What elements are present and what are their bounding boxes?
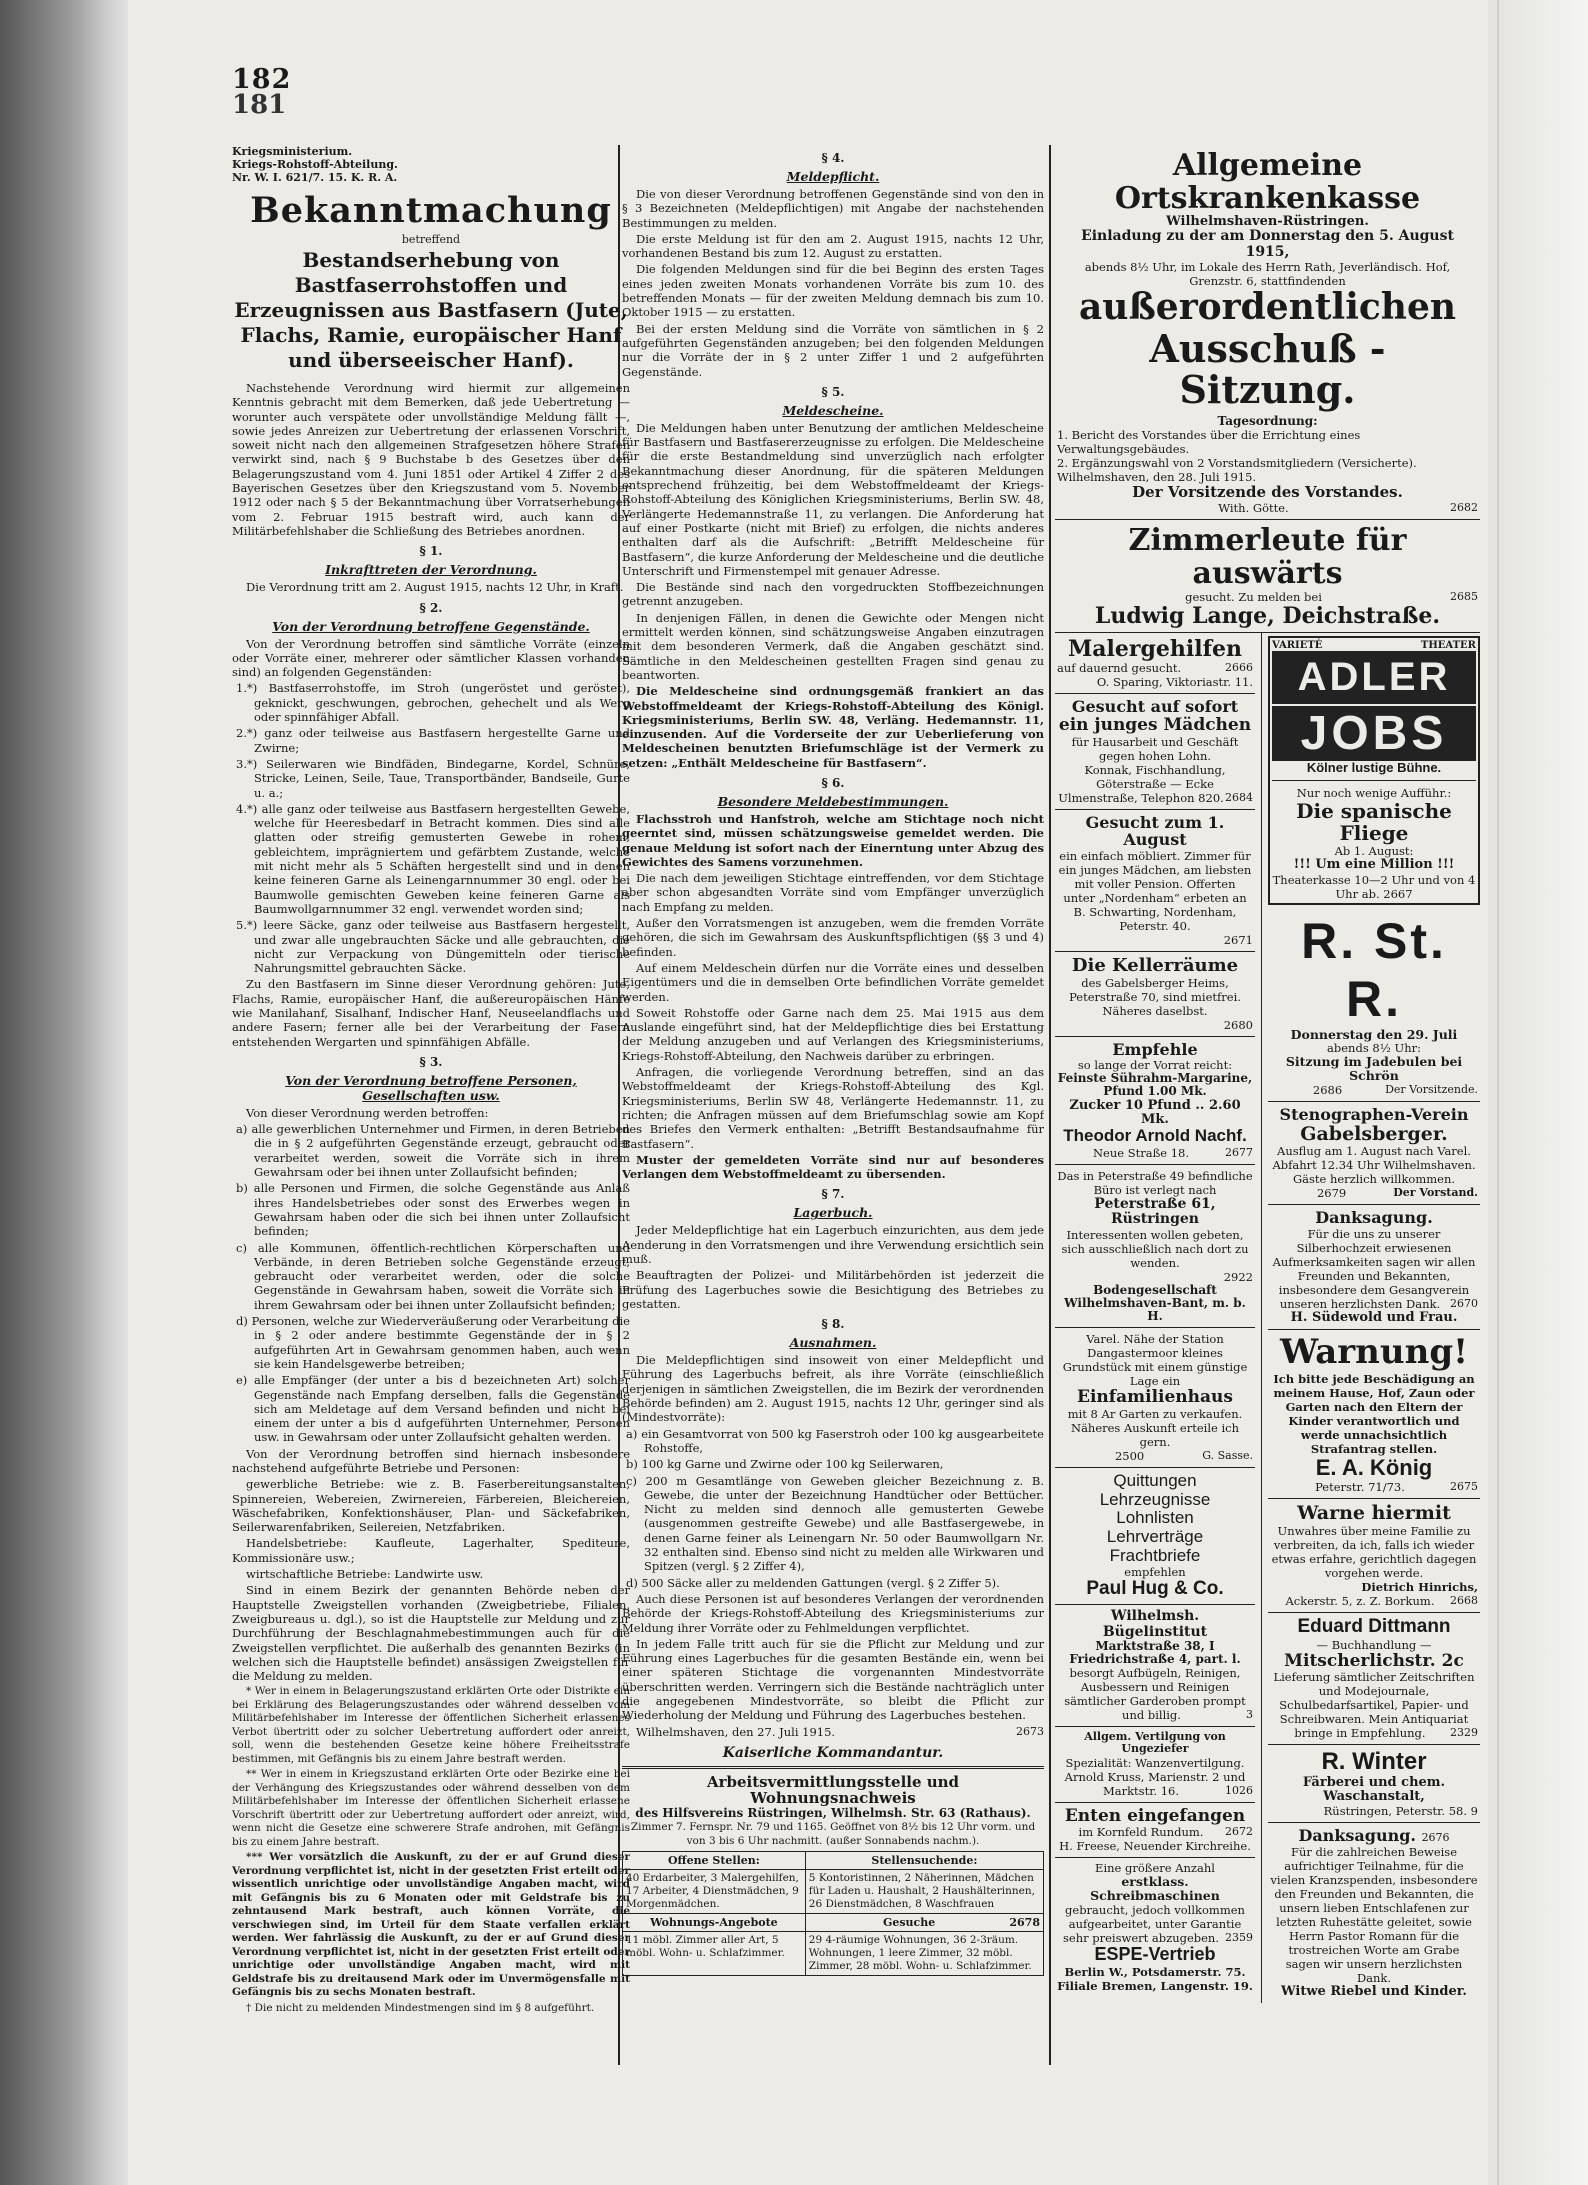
- ads-split: [1055, 633, 1480, 2003]
- section-3-text-3: Sind in einem Bezirk der genannten Behörde neben der Hauptstelle Zweigstellen vorhanden (Zweigbetriebe, Filialen, Zweigbureaus u. dgl.), so ist die Hauptstelle zur Meldung und zur Durchführung der Beschlagnahmebestimmungen auch für die Zweigstellen verpflichtet. Die außerhalb des genannten Bezirks (in welchen sich die Hauptstelle befindet) ansässigen Zweigstellen für die Meldung zu melden.: [232, 1583, 630, 1684]
- adler-jobs: JOBS: [1272, 706, 1476, 761]
- ad-adler-theater: [1268, 636, 1480, 905]
- ad-kel-text: des Gabelsberger Heims, Peterstraße 70, sind mietfrei. Näheres daselbst.: [1069, 975, 1241, 1018]
- ad-zim-text: [1057, 590, 1478, 604]
- section-2-text-2: Zu den Bastfasern im Sinne dieser Verordnung gehören: Jute, Flachs, Ramie, europäischer Hanf, die außereuropäischen Hänfe wie Manilahanf, Sisalhanf, Indischer Hanf, Neuseelandflachs und andere Fasern; ferner alle bei der Verarbeitung der Fasern entstehenden Wergarten und spinnfähigen Abfälle.: [232, 977, 630, 1049]
- warn-addr: [1270, 1480, 1478, 1494]
- section-8-p3: In jedem Falle tritt auch für sie die Pflicht zur Meldung und zur Führung eines Lagerbuches für die gesamten Bestände ein, wenn bei einer späteren Stichtage die vorgenannten Mindestvorräte überschritten werden. Verringern sich die Bestände nachträglich unter die angegebenen Mindestvorräte, so bleibt die Pflicht zur Wiederholung der Meldung und Führung des Lagerbuches bestehen.: [622, 1636, 1044, 1723]
- ad-ok-big-1: außerordentlichen: [1078, 286, 1457, 329]
- ad-print-emp: empfehlen: [1124, 1565, 1186, 1580]
- column-3: [1055, 145, 1480, 2075]
- ad-ein-name: G. Sasse.: [1202, 1448, 1253, 1462]
- ad-mal-text-content: auf dauernd gesucht.: [1057, 661, 1182, 676]
- ad-danksagung-2: [1268, 1823, 1480, 2003]
- warn-name: E. A. König: [1315, 1454, 1433, 1480]
- ad-bug-ref: 3: [1246, 1708, 1253, 1722]
- ad-zimmerleute: [1055, 520, 1480, 633]
- ad-bug-text: [1057, 1666, 1253, 1722]
- ad-maler: [1055, 633, 1255, 694]
- ad-enten: [1055, 1803, 1255, 1859]
- ad-zim-text-content: gesucht. Zu melden bei: [1185, 589, 1322, 604]
- ad-zim-ref: 2685: [1450, 589, 1478, 603]
- section-2-text: Von der Verordnung betroffen sind sämtliche Vorräte (einzeln oder Vorräte einer, mehrerer oder sämtlicher Klassen vorhanden sind) an folgenden Gegenständen:: [232, 636, 630, 680]
- page-edge: [1488, 0, 1588, 2185]
- section-2-item: 5.*) leere Säcke, ganz oder teilweise aus Bastfasern hergestellt, und zwar alle ungebrauchten Säcke und alle gebrauchten, die nicht zur Verpackung von Düngemitteln oder tierische Nahrungsmittel gebrauchten Säcke.: [236, 918, 630, 976]
- housing-offers-cell: 11 möbl. Zimmer aller Art, 5 möbl. Wohn- u. Schlafzimmer.: [623, 1931, 806, 1975]
- housing-header-requests: [805, 1913, 1043, 1931]
- column-rule-2: [1049, 145, 1051, 2065]
- dit-text: [1270, 1670, 1478, 1740]
- jobs-table: [622, 1851, 1044, 1976]
- ad-ok-date: Wilhelmshaven, den 28. Juli 1915.: [1057, 470, 1257, 485]
- adler-from: Ab 1. August:: [1334, 844, 1414, 859]
- ad-ok-signature: Der Vorsitzende des Vorstandes.: [1132, 483, 1403, 502]
- footnote-4: † Die nicht zu meldenden Mindestmengen sind im § 8 aufgeführt.: [246, 2001, 595, 2014]
- announcement-subject: Bestandserhebung von Bastfaserrohstoffen und Erzeugnissen aus Bastfasern (Jute, Flachs, Ramie, europäischer Hanf und überseeischer Hanf).: [234, 248, 628, 372]
- section-3-item: b) alle Personen und Firmen, die solche Gegenstände aus Anlaß ihres Handelsbetriebes oder sonst des Erwerbes wegen in Gewahrsam haben oder die sich bei ihnen unter Zollaufsicht befinden;: [236, 1181, 630, 1239]
- section-5-p2: Die Bestände sind nach den vorgedruckten Stoffbezeichnungen getrennt anzugeben.: [622, 580, 1044, 609]
- dank2-text: Für die zahlreichen Beweise aufrichtiger Teilnahme, für die vielen Kranzspenden, insbesondere den Freunden und Bekannten, die unsern lieben Entschlafenen zur letzten Ruhestätte geleitet, sowie Herrn Pastor Romann für die trostreichen Worte am Grabe sagen wir unsern herzlichsten Dank.: [1270, 1844, 1478, 1985]
- dit-text-content: Lieferung sämtlicher Zeitschriften und Modejournale, Schulbedarfsartikel, Papier- und Schreibwaren. Mein Antiquariat bringe in Empfehlung.: [1273, 1670, 1475, 1741]
- section-5-number: § 5.: [821, 384, 845, 399]
- dit-ref: 2329: [1450, 1726, 1478, 1740]
- ad-ein-title: Einfamilienhaus: [1077, 1387, 1233, 1408]
- win-ref: 9: [1470, 1804, 1478, 1819]
- ad-ok-name: [1057, 501, 1478, 515]
- ad-sch-text-2-content: gebraucht, jedoch vollkommen aufgearbeitet, unter Garantie sehr preiswert abzugeben.: [1062, 1902, 1245, 1945]
- ad-rstr: [1268, 908, 1480, 1102]
- warn-text: Ich bitte jede Beschädigung an meinem Hause, Hof, Zaun oder Garten nach den Eltern der Kinder verantwortlich und werde unnachsichtlich Strafantrag stellen.: [1273, 1371, 1475, 1456]
- book-binding: [0, 0, 128, 2185]
- adler-header: [1272, 640, 1476, 651]
- section-5-p3: In denjenigen Fällen, in denen die Gewichte oder Mengen nicht ermittelt werden können, sind schätzungsweise Angaben einzutragen mit dem besonderen Vermerk, daß die Angaben geschätzt sind. Sämtliche in den Meldescheinen gestellten Fragen sind genau zu beantworten.: [622, 610, 1044, 682]
- ad-print-2: Lehrzeugnisse: [1099, 1489, 1211, 1509]
- section-6-p1: Flachsstroh und Hanfstroh, welche am Stichtage noch nicht geerntet sind, müssen schätzungsweise gemeldet werden. Die genaue Meldung ist sofort nach der Einerntung unter Abzug des Gewichtes des Samens vorzunehmen.: [622, 811, 1044, 869]
- ad-dittmann: [1268, 1613, 1480, 1746]
- ad-print-name: Paul Hug & Co.: [1086, 1578, 1224, 1600]
- rstr-title: R. St. R.: [1301, 912, 1447, 1027]
- ministry-department: Kriegs-Rohstoff-Abteilung.: [232, 158, 398, 171]
- section-1-text: Die Verordnung tritt am 2. August 1915, nachts 12 Uhr, in Kraft.: [246, 580, 624, 595]
- ad-ges-addr: [1057, 777, 1253, 805]
- win-addr: [1270, 1804, 1478, 1818]
- section-4-number: § 4.: [821, 151, 845, 165]
- ad-gesucht-maedchen: [1055, 694, 1255, 809]
- section-7-title: Lagerbuch.: [793, 1205, 873, 1221]
- section-3-title: Von der Verordnung betroffene Personen, Gesellschaften usw.: [285, 1072, 577, 1103]
- housing-ref: 2678: [1009, 1915, 1040, 1929]
- ad-mal-ref: 2666: [1225, 661, 1253, 675]
- adler-right: THEATER: [1420, 640, 1476, 652]
- section-7-p2: Beauftragten der Polizei- und Militärbehörden ist jederzeit die Prüfung des Lagerbuches sowie die Besichtigung des Betriebes zu gestatten.: [622, 1268, 1044, 1311]
- dank1-sig: H. Südewold und Frau.: [1290, 1310, 1458, 1326]
- ad-zim-title: Zimmerleute für auswärts: [1128, 522, 1407, 591]
- ad-bar-text: Varel. Nähe der Station Dangastermoor kleines Grundstück mit einem günstige Lage ein: [1062, 1332, 1248, 1389]
- housing-header-requests-text: Gesuche: [882, 1915, 936, 1929]
- section-2-item: 4.*) alle ganz oder teilweise aus Bastfasern hergestellten Gewebe, welche für Heeresbedarf in Betracht kommen. Dies sind alle glatten oder streifig gemusterten Gewebe in rohem, gebleichtem, imprägniertem und gefärbtem Zustande, welche mit nicht mehr als 5 Schäften hergestellt sind und in denen keine feineren Garne als Leinengarnnummer 30 engl. oder bei Baumwolle gemischten Geweben keine feineren Garne als Baumwollgarnnummer 32 engl. verwendet worden sind;: [236, 801, 630, 916]
- adler-sub: Kölner lustige Bühne.: [1306, 760, 1442, 776]
- ad-emp-item-2: Zucker 10 Pfund .. 2.60 Mk.: [1069, 1097, 1241, 1127]
- ad-espe-addr: Berlin W., Potsdamerstr. 75.: [1064, 1964, 1246, 1979]
- announcement-title: Bekanntmachung: [250, 190, 612, 231]
- ad-einfamilienhaus: [1055, 1328, 1255, 1468]
- dit-addr: Mitscherlichstr. 2c: [1284, 1650, 1464, 1671]
- section-5-title: Meldescheine.: [782, 402, 884, 418]
- wh-addr-text: Ackerstr. 5, z. Z. Borkum.: [1285, 1593, 1435, 1608]
- section-6-p6: Anfragen, die vorliegende Verordnung betreffen, sind an das Webstoffmeldeamt der Kriegs-Rohstoff-Abteilung des Kgl. Kriegsministeriums, Berlin SW 48, Verlängerte Hedemannstr. 11, zu richten; die Anfragen müssen auf dem Briefumschlag sowie am Kopf des Briefes den Vermerk enthalten: „Betrifft Bestandsaufnahme für Bastfasern“.: [622, 1065, 1044, 1151]
- win-title: R. Winter: [1321, 1748, 1427, 1776]
- ad-emp-addr: [1057, 1146, 1253, 1160]
- ad-mal-text: [1057, 661, 1253, 675]
- section-8-item: d) 500 Säcke aller zu meldenden Gattungen (vergl. § 2 Ziffer 5).: [626, 1575, 1000, 1590]
- gab-ref: 2679: [1316, 1186, 1347, 1201]
- ad-emp-name: Theodor Arnold Nachf.: [1063, 1126, 1247, 1146]
- adler-left: VARIETÉ: [1272, 640, 1323, 652]
- ad-ung-text: Spezialität: Wanzenvertilgung.: [1065, 1755, 1245, 1770]
- ad-gabelsberger: [1268, 1102, 1480, 1205]
- ad-espe-title: ESPE-Vertrieb: [1094, 1943, 1216, 1964]
- warn-title: Warnung!: [1279, 1332, 1469, 1373]
- housing-header-offers: Wohnungs-Angebote: [623, 1913, 806, 1931]
- ad-ok-ref: 2682: [1450, 500, 1478, 514]
- section-2-number: § 2.: [419, 600, 443, 615]
- wh-text: Unwahres über meine Familie zu verbreiten, da ich, falls ich wieder etwas erfahre, gerichtlich dagegen vorgehen werde.: [1271, 1523, 1477, 1580]
- ad-kel-ref: 2680: [1223, 1017, 1253, 1032]
- place-date: [622, 1725, 1044, 1739]
- ad-sch-text: Eine größere Anzahl: [1095, 1861, 1215, 1876]
- section-8-p1: Die Meldepflichtigen sind insoweit von einer Meldepflicht und Führung des Lagerbuchs befreit, als ihre Vorräte (einschließlich derjenigen in sämtlichen Zweigstellen, die im Bezirk der verordnenden Behörde befinden) am 2. August 1915, nachts 12 Uhr, geringer sind als (Mindestvorräte):: [622, 1353, 1044, 1425]
- ad-schreibmaschinen: [1055, 1858, 1255, 1995]
- ad-bug-text-content: besorgt Aufbügeln, Reinigen, Ausbessern und Reinigen sämtlicher Garderoben prompt und billig.: [1064, 1666, 1246, 1723]
- ad-ok-title: Allgemeine Ortskrankenkasse: [1114, 148, 1421, 216]
- section-4-p1: Die von dieser Verordnung betroffenen Gegenstände sind von den in § 3 Bezeichneten (Meldepflichtigen) mit Angabe der nachstehenden Bestimmungen zu melden.: [622, 187, 1044, 230]
- ad-pet-sig-2: Wilhelmshaven-Bant, m. b. H.: [1064, 1295, 1246, 1323]
- ad-warne-hiermit: [1268, 1499, 1480, 1613]
- place-date-text: Wilhelmshaven, den 27. Juli 1915.: [636, 1724, 836, 1739]
- ad-ortskrankenkasse: [1055, 145, 1480, 520]
- section-4-p4: Bei der ersten Meldung sind die Vorräte von sämtlichen in § 2 aufgeführten Gegenständen anzugeben; bei den folgenden Meldungen nur die Vorräte der in § 2 unter Ziffer 1 und 2 aufgeführten Gegenstände.: [622, 321, 1044, 379]
- dit-title: Eduard Dittmann: [1297, 1615, 1451, 1637]
- jobs-header-open: Offene Stellen:: [623, 1851, 806, 1869]
- ad-ges-name: Konnak, Fischhandlung,: [1084, 762, 1226, 777]
- ad-danksagung-1: [1268, 1205, 1480, 1330]
- ad-ges2-ref: 2671: [1223, 932, 1253, 947]
- section-8-item: a) ein Gesamtvorrat von 500 kg Faserstroh oder 100 kg ausgearbeitete Rohstoffe,: [626, 1426, 1044, 1455]
- adler-next: !!! Um eine Million !!!: [1293, 857, 1455, 873]
- adler-name: ADLER: [1272, 651, 1476, 704]
- wh-ref: 2668: [1450, 1593, 1478, 1607]
- section-2-item: 1.*) Bastfaserrohstoffe, im Stroh (ungeröstet und geröstet), geknickt, geschwungen, gebrochen, gehechelt und als Werg oder spinnfähiger Abfall.: [236, 681, 630, 725]
- ministry-header: Kriegsministerium.: [232, 145, 353, 158]
- footnote-2: ** Wer in einem in Kriegszustand erklärten Orte oder Bezirke eine bei der Verhängung des Kriegszustandes oder während desselben von dem Militärbefehlshaber im Interesse der öffentlichen Sicherheit erlassene Vorschrift übertritt oder zur Uebertretung auffordert oder anreizt, wird, wenn nicht die Gesetze eine schwerere Strafe androhen, mit Gefängnis bis zu einem Jahre bestraft.: [232, 1768, 630, 1848]
- divider: [622, 1766, 1044, 1769]
- adler-ref: 2667: [1383, 886, 1413, 901]
- section-4-p3: Die folgenden Meldungen sind für die bei Beginn des ersten Tages eines jeden zweiten Monats vorhandenen Vorräte bis zum 10. des betreffenden Monats — für der zweiten Meldung demnach bis zum 10. Oktober 1915 — zu erstatten.: [622, 262, 1044, 320]
- warn-addr-text: Peterstr. 71/73.: [1315, 1479, 1405, 1494]
- section-3-number: § 3.: [419, 1054, 443, 1069]
- section-8-title: Ausnahmen.: [789, 1335, 877, 1351]
- section-2-item: 3.*) Seilerwaren wie Bindfäden, Bindegarne, Kordel, Schnüre, Stricke, Leinen, Seile, Taue, Transportbänder, Bandseile, Gurte u. a.;: [236, 756, 630, 800]
- ad-bug-title: Wilhelmsh. Bügelinstitut: [1102, 1608, 1208, 1640]
- section-2-item: 2.*) ganz oder teilweise aus Bastfasern hergestellte Garne und Zwirne;: [236, 726, 630, 755]
- ad-print-4: Lehrverträge: [1106, 1526, 1204, 1546]
- rstr-sig: [1270, 1083, 1478, 1097]
- rstr-text-3: Sitzung im Jadebulen bei Schrön: [1285, 1054, 1463, 1084]
- section-8-p2: Auch diese Personen ist auf besonderes Verlangen der verordnenden Behörde der Kriegs-Rohstoff-Abteilung des Kriegsministeriums zur Meldung ihrer Vorräte oder zu Fehlmeldungen verpflichtet.: [622, 1591, 1044, 1635]
- win-addr-text: Rüstringen, Peterstr. 58.: [1323, 1804, 1468, 1819]
- section-6-number: § 6.: [821, 775, 845, 790]
- ad-kel-title: Die Kellerräume: [1071, 954, 1239, 976]
- ad-druckerei: [1055, 1468, 1255, 1605]
- ad-ein-sig: [1057, 1449, 1253, 1463]
- ad-winter: [1268, 1745, 1480, 1823]
- ad-warnung: [1268, 1330, 1480, 1499]
- ad-bug-addr-2: Friedrichstraße 4, part. l.: [1069, 1652, 1241, 1667]
- dank2-ref: 2676: [1421, 1831, 1450, 1845]
- divider: [1272, 780, 1476, 781]
- ad-ungeziefer: [1055, 1727, 1255, 1802]
- adler-few: Nur noch wenige Aufführ.:: [1296, 786, 1452, 801]
- page-edge-line: [1497, 0, 1499, 2185]
- section-8-item: b) 100 kg Garne und Zwirne oder 100 kg Seilerwaren,: [626, 1457, 944, 1472]
- ad-ent-text-content: im Kornfeld Rundum.: [1078, 1825, 1204, 1840]
- dank1-text: [1270, 1227, 1478, 1311]
- ad-pet-sig-1: Bodengesellschaft: [1093, 1282, 1217, 1297]
- ad-ges-addr-text: Göterstraße — Ecke Ulmenstraße, Telephon 820.: [1058, 776, 1224, 805]
- ad-ung-title: Allgem. Vertilgung von Ungeziefer: [1084, 1730, 1226, 1756]
- housing-requests-cell: 29 4-räumige Wohnungen, 36 2-3räum. Wohnungen, 1 leere Zimmer, 32 möbl. Zimmer, 28 möbl. Wohn- u. Schlafzimmer.: [805, 1931, 1043, 1975]
- ad-pet-ref: 2922: [1223, 1269, 1253, 1284]
- dit-sub: — Buchhandlung —: [1316, 1637, 1432, 1652]
- footnote-1: * Wer in einem in Belagerungszustand erklärten Orte oder Distrikte ein bei Erklärung des Belagerungszustandes oder während desselben vom Militärbefehlshaber im Interesse der öffentlichen Sicherheit erlassenes Verbot übertritt oder zu solcher Uebertretung auffordert oder anreizt, soll, wenn die bestehenden Gesetze keine höhere Freiheitsstrafe bestimmen, mit Gefängnis bis zu einem Jahre bestraft werden.: [232, 1685, 630, 1765]
- gab-title-2: Gabelsberger.: [1300, 1122, 1448, 1145]
- ad-pet-title: Peterstraße 61, Rüstringen: [1094, 1195, 1216, 1228]
- gab-title: Stenographen-Verein: [1279, 1104, 1469, 1124]
- ad-print-5: Frachtbriefe: [1109, 1545, 1201, 1565]
- section-7-number: § 7.: [821, 1187, 845, 1202]
- rstr-ref: 2686: [1312, 1082, 1343, 1097]
- ad-kellerraeume: [1055, 952, 1255, 1037]
- ad-mal-name: O. Sparing, Viktoriastr. 11.: [1096, 675, 1253, 690]
- win-sub: Färberei und chem. Waschanstalt,: [1302, 1774, 1446, 1805]
- ad-sch-ref: 2359: [1225, 1930, 1253, 1944]
- ad-ung-name-text: Arnold Kruss, Marienstr. 2 und Marktstr. 16.: [1064, 1769, 1246, 1798]
- rstr-text: Donnerstag den 29. Juli: [1290, 1026, 1458, 1042]
- ads-left-column: [1055, 633, 1262, 2003]
- ad-espe-addr-2: Filiale Bremen, Langenstr. 19.: [1057, 1978, 1253, 1993]
- dank1-title: Danksagung.: [1315, 1208, 1433, 1228]
- section-7-p1: Jeder Meldepflichtige hat ein Lagerbuch einzurichten, aus dem jede Aenderung in den Vorratsmengen und ihre Verwendung ersichtlich sein muß.: [622, 1223, 1044, 1266]
- section-1-number: § 1.: [419, 544, 443, 559]
- ad-peterstrasse: [1055, 1165, 1255, 1328]
- gab-sig: [1270, 1186, 1478, 1200]
- ad-ent-title: Enten eingefangen: [1064, 1805, 1246, 1826]
- adler-kasse: [1272, 873, 1476, 901]
- column-2: [622, 145, 1044, 2075]
- ad-ent-ref: 2672: [1225, 1825, 1253, 1839]
- ad-pet-text-2: Interessenten wollen gebeten, sich ausschließlich nach dort zu wenden.: [1061, 1227, 1249, 1270]
- ad-ges2-text: ein einfach möbliert. Zimmer für ein junges Mädchen, am liebsten mit voller Pension. Offerten unter „Nordenham“ erbeten an B. Schwarting, Nordenham, Peterstr. 40.: [1058, 848, 1252, 933]
- av-subtitle: des Hilfsvereins Rüstringen, Wilhelmsh. Str. 63 (Rathaus).: [635, 1805, 1031, 1820]
- section-6-p4: Auf einem Meldeschein dürfen nur die Vorräte eines und desselben Eigentümers und die in demselben Orte befindlichen Vorräte gemeldet werden.: [622, 960, 1044, 1004]
- dank1-ref: 2670: [1450, 1297, 1478, 1311]
- ad-emp-item: Feinste Sührahm-Margarine,: [1057, 1071, 1253, 1086]
- ad-ges-text: für Hausarbeit und Geschäft gegen hohen Lohn.: [1071, 734, 1239, 763]
- section-3-item: e) alle Empfänger (der unter a bis d bezeichneten Art) solcher Gegenstände nach Empfang derselben, falls die Gegenstände sich am Meldetage auf dem Versand befinden und nicht bei einem der unter a bis d aufgeführten Unternehmer, Personen usw. in Gewahrsam oder unter Zollaufsicht gehalten werden.: [236, 1373, 630, 1445]
- ad-emp-title: Empfehle: [1112, 1039, 1198, 1059]
- ad-pet-text: Das in Peterstraße 49 befindliche Büro ist verlegt nach: [1057, 1168, 1253, 1197]
- ad-ges2-title: Gesucht zum 1. August: [1085, 812, 1225, 850]
- column-1: [232, 145, 630, 2075]
- ad-buegelinstitut: [1055, 1605, 1255, 1727]
- section-3-landwirtschaft: wirtschaftliche Betriebe: Landwirte usw.: [246, 1567, 484, 1582]
- ad-emp-addr-text: Neue Straße 18.: [1092, 1145, 1190, 1160]
- ad-ung-name: [1057, 1770, 1253, 1798]
- section-3-text-2: Von der Verordnung betroffen sind hiernach insbesondere nachstehend aufgeführte Betriebe und Personen:: [232, 1446, 630, 1475]
- dank1-text-content: Für die uns zu unserer Silberhochzeit erwiesenen Aufmerksamkeiten sagen wir allen Freunden und Bekannten, insbesondere dem Gesangverein unseren herzlichsten Dank.: [1272, 1227, 1476, 1312]
- ad-ein-text: mit 8 Ar Garten zu verkaufen. Näheres Auskunft erteile ich gern.: [1067, 1406, 1243, 1449]
- ad-ent-name: H. Freese, Neuender Kirchreihe.: [1059, 1839, 1251, 1854]
- section-6-p3: Außer den Vorratsmengen ist anzugeben, wem die fremden Vorräte gehören, die sich im Gewahrsam des Auskunftspflichtigen (§§ 3 und 4) befinden.: [622, 916, 1044, 959]
- ad-print-3: Lohnlisten: [1116, 1508, 1194, 1528]
- av-info: Zimmer 7. Fernspr. Nr. 79 und 1165. Geöffnet von 8½ bis 12 Uhr vorm. und von 3 bis 6 Uhr nachmitt. (außer Sonnabends nachm.).: [630, 1821, 1036, 1848]
- dank2-heading: [1270, 1827, 1478, 1845]
- ad-bug-addr: Marktstraße 38, I: [1095, 1638, 1215, 1653]
- gab-sig-text: Der Vorstand.: [1393, 1186, 1478, 1200]
- footnote-3: *** Wer vorsätzlich die Auskunft, zu der er auf Grund dieser Verordnung verpflichtet ist, nicht in der gesetzten Frist erteilt oder wissentlich unrichtige oder unvollständige Angaben macht, wird mit Gefängnis bis zu 6 Monaten oder mit Geldstrafe bis zu zehntausend Mark bestraft, auch können Vorräte, die verschwiegen sind, im Urteil für dem Staate verfallen erklärt werden. Wer fahrlässig die Auskunft, zu der er auf Grund dieser Verordnung verpflichtet ist, nicht in der gesetzten Frist erteilt oder unrichtige oder unvollständige Angaben macht, wird mit Geldstrafe bis zu dreitausend Mark oder im Unvermögensfalle mit Gefängnis bis zu sechs Monaten bestraft.: [232, 1851, 630, 1999]
- section-4-p2: Die erste Meldung ist für den am 2. August 1915, nachts 12 Uhr, vorhandenen Bestand bis zum 12. August zu erstatten.: [622, 231, 1044, 261]
- ad-ein-ref: 2500: [1114, 1448, 1145, 1463]
- ad-ok-agenda-2: 2. Ergänzungswahl von 2 Vorstandsmitgliedern (Versicherte).: [1057, 456, 1417, 471]
- ad-ges-title-2: ein junges Mädchen: [1058, 714, 1252, 735]
- ad-print-1: Quittungen: [1113, 1470, 1197, 1490]
- section-3-text: Von dieser Verordnung werden betroffen:: [246, 1105, 489, 1120]
- av-title: Arbeitsvermittlungsstelle und Wohnungsnachweis: [706, 1772, 960, 1808]
- section-3-item: d) Personen, welche zur Wiederveräußerung oder Verarbeitung die in § 2 oder andere bestimmte Gegenstände der in § 2 aufgeführten Art in Gewahrsam genommen haben, auch wenn sie kein Handelsgewerbe betreiben;: [236, 1314, 630, 1371]
- dank2-sig: Witwe Riebel und Kinder.: [1281, 1983, 1467, 1999]
- ad-gesucht-zimmer: [1055, 810, 1255, 952]
- rstr-text-2: abends 8½ Uhr:: [1327, 1041, 1421, 1056]
- ad-ent-text: [1057, 1825, 1253, 1839]
- signature: Kaiserliche Kommandantur.: [722, 1744, 944, 1761]
- ad-zim-name: Ludwig Lange, Deichstraße.: [1094, 602, 1441, 629]
- ad-sch-title: erstklass. Schreibmaschinen: [1090, 1874, 1220, 1903]
- ad-ges-title: Gesucht auf sofort: [1071, 697, 1239, 717]
- ad-empfehle: [1055, 1037, 1255, 1165]
- page-number-secondary: 181: [232, 90, 287, 120]
- gab-text: Ausflug am 1. August nach Varel. Abfahrt 12.34 Uhr Wilhelmshaven. Gäste herzlich willkommen.: [1272, 1144, 1476, 1187]
- ad-emp-price: Pfund 1.00 Mk.: [1103, 1084, 1207, 1099]
- ad-sch-text-2: [1057, 1903, 1253, 1945]
- section-3-handel: Handelsbetriebe: Kaufleute, Lagerhalter, Spediteure, Kommissionäre usw.;: [232, 1536, 630, 1565]
- section-3-item: a) alle gewerblichen Unternehmer und Firmen, in deren Betrieben die in § 2 aufgeführten Gegenstände erzeugt, gebraucht oder verarbeitet werden, soweit die Vorräte sich in ihrem Gewahrsam oder bei ihnen unter Zollaufsicht befinden;: [236, 1122, 630, 1180]
- ad-ok-agenda-1: 1. Bericht des Vorstandes über die Errichtung eines Verwaltungsgebäudes.: [1057, 428, 1361, 457]
- section-6-p5: Soweit Rohstoffe oder Garne nach dem 25. Mai 1915 aus dem Auslande eingeführt sind, hat der Meldepflichtige dies bei Erstattung der Meldung anzugeben und auf Verlangen des Kriegsministeriums, Kriegs-Rohstoff-Abteilung, den Nachweis darüber zu erbringen.: [622, 1005, 1044, 1063]
- ad-emp-ref: 2677: [1225, 1145, 1253, 1159]
- ads-right-column: [1262, 633, 1480, 2003]
- ad-ok-name-text: With. Götte.: [1218, 500, 1289, 515]
- wh-addr: [1270, 1594, 1478, 1608]
- section-2-title: Von der Verordnung betroffene Gegenstände.: [272, 618, 590, 634]
- jobs-header-seeking: Stellensuchende:: [805, 1851, 1043, 1869]
- section-5-p4: Die Meldescheine sind ordnungsgemäß frankiert an das Webstoffmeldeamt der Kriegs-Rohstoff-Abteilung des Königl. Kriegsministeriums, Berlin SW. 48, Verläng. Hedemannstr. 11, einzusenden. Auf die Vorderseite der zur Ueberlieferung von Meldescheinen benutzten Briefumschläge ist der Vermerk zu setzen: „Enthält Meldescheine für Bastfasern“.: [622, 684, 1044, 770]
- adler-kasse-text: Theaterkasse 10—2 Uhr und von 4 Uhr ab.: [1272, 872, 1476, 901]
- section-4-title: Meldepflicht.: [786, 169, 880, 184]
- section-5-p1: Die Meldungen haben unter Benutzung der amtlichen Meldescheine für Bastfasern und Bastfasererzeugnisse zu erfolgen. Die Meldescheine für die erste Bestandmeldung sind unverzüglich nach erfolgter Bekanntmachung dieser Anordnung, für die späteren Meldungen entsprechend frühzeitig, bei dem Webstoffmeldeamt der Kriegs-Rohstoff-Abteilung des Königlichen Kriegsministeriums, Berlin SW. 48, Verlängerte Hedemannstraße 11, zu verlangen. Die Anforderung hat auf einer Postkarte (nicht mit Brief) zu erfolgen, die nichts anderes enthalten darf als die Aufschrift: „Betrifft Meldescheine für Bastfasern“, die kurze Anforderung der Meldescheine und die deutliche Unterschrift und Firmenstempel mit genauer Adresse.: [622, 420, 1044, 578]
- dank2-title: Danksagung.: [1298, 1826, 1416, 1846]
- ad-ok-big-2: Ausschuß - Sitzung.: [1149, 325, 1386, 413]
- section-6-title: Besondere Meldebestimmungen.: [717, 793, 949, 809]
- ad-ung-ref: 1026: [1225, 1783, 1253, 1797]
- section-3-item: c) alle Kommunen, öffentlich-rechtlichen Körperschaften und Verbände, in deren Betrieben solche Gegenstände erzeugt, gebraucht oder verarbeitet werden, oder die solche Gegenstände in Gewahrsam haben, soweit die Vorräte sich in ihrem Gewahrsam oder bei ihnen unter Zollaufsicht befinden;: [236, 1240, 630, 1312]
- ad-mal-title: Malergehilfen: [1067, 636, 1243, 663]
- jobs-seeking-cell: 5 Kontoristinnen, 2 Näherinnen, Mädchen für Laden u. Haushalt, 2 Haushälterinnen, 26 Dienstmädchen, 8 Waschfrauen: [805, 1869, 1043, 1913]
- ad-emp-text: so lange der Vorrat reicht:: [1077, 1058, 1233, 1073]
- ministry-reference: Nr. W. I. 621/7. 15. K. R. A.: [232, 171, 398, 184]
- adler-play: Die spanische Fliege: [1296, 799, 1452, 846]
- ad-ok-subtitle: Wilhelmshaven-Rüstringen.: [1166, 214, 1369, 229]
- ad-ok-agenda-title: Tagesordnung:: [1217, 414, 1318, 429]
- section-8-number: § 8.: [821, 1317, 845, 1332]
- ref-number: 2673: [1016, 1724, 1044, 1738]
- rstr-sig-text: Der Vorsitzende.: [1385, 1082, 1478, 1096]
- wh-name: Dietrich Hinrichs,: [1361, 1579, 1478, 1594]
- wh-title: Warne hiermit: [1297, 1501, 1451, 1524]
- ad-ges-ref: 2684: [1225, 790, 1253, 804]
- page-number: 182: [232, 64, 292, 95]
- ad-ok-invitation-2: abends 8½ Uhr, im Lokale des Herrn Rath, Jeverländisch. Hof, Grenzstr. 6, stattfindenden: [1084, 260, 1451, 289]
- ad-ok-invitation: Einladung zu der am Donnerstag den 5. August 1915,: [1081, 228, 1454, 260]
- section-1-title: Inkrafttreten der Verordnung.: [325, 562, 537, 578]
- warn-ref: 2675: [1450, 1479, 1478, 1493]
- intro-paragraph: Nachstehende Verordnung wird hiermit zur allgemeinen Kenntnis gebracht mit dem Bemerken, daß jede Uebertretung — worunter auch verspätete oder unvollständige Meldung fällt —, sowie jedes Anreizen zur Uebertretung der erlassenen Vorschrift, soweit nicht nach den allgemeinen Strafgesetzen höhere Strafen verwirkt sind, nach § 9 Buchstabe b des Gesetzes über den Belagerungszustand vom 4. Juni 1851 oder Artikel 4 Ziffer 2 des Bayerischen Gesetzes über den Kriegszustand vom 5. November 1912 oder nach § 5 der Bekanntmachung über Vorratserhebungen vom 2. Februar 1915 bestraft wird, auch kann der Militärbefehlshaber die Schließung des Betriebes anordnen.: [232, 381, 630, 538]
- announcement-betreffend: betreffend: [401, 233, 461, 246]
- section-6-p2: Die nach dem jeweiligen Stichtage eintreffenden, vor dem Stichtage aber schon abgesandten Vorräte sind vom Empfänger unverzüglich nach Empfang zu melden.: [622, 871, 1044, 914]
- section-6-p7: Muster der gemeldeten Vorräte sind nur auf besonderes Verlangen dem Webstoffmeldeamt zu übersenden.: [622, 1152, 1044, 1182]
- section-3-gewerbe: gewerbliche Betriebe: wie z. B. Faserbereitungsanstalten, Spinnereien, Webereien, Zwirnereien, Färbereien, Bleichereien, Wäschefabriken, Konfektionshäuser, Plan- und Säckefabriken, Seilerwarenfabriken, Seilereien, Netzfabriken.: [232, 1477, 630, 1535]
- jobs-open-cell: 40 Erdarbeiter, 3 Malergehilfen, 17 Arbeiter, 4 Dienstmädchen, 9 Morgenmädchen.: [623, 1869, 806, 1913]
- section-8-item: c) 200 m Gesamtlänge von Geweben gleicher Bezeichnung z. B. Gewebe, die unter der Bezeichnung Handtücher oder Bettücher. Nicht zu melden sind dennoch alle gemusterten Gewebe (ausgenommen gestreifte Gewebe) und alle Bastfasergewebe, in denen Garne feiner als Leinengarn Nr. 50 oder Baumwollgarn Nr. 32 enthalten sind. Ebenso sind nicht zu melden alle Wirkwaren und Spitzen (vergl. § 2 Ziffer 4),: [626, 1473, 1044, 1574]
